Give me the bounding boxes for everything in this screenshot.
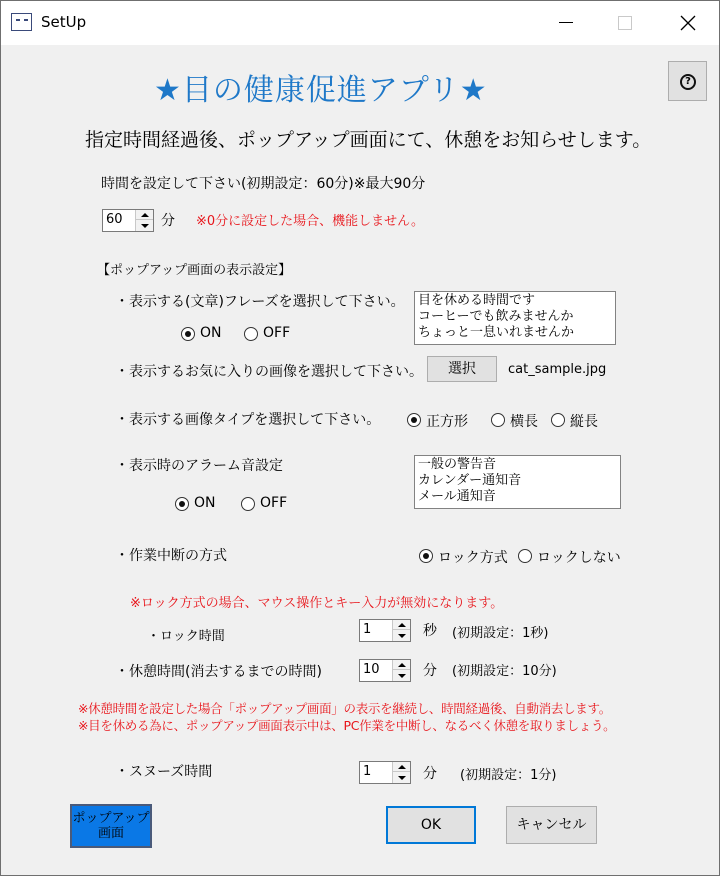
list-item[interactable]: ちょっと一息いれませんか [418, 325, 575, 340]
spin-down-arrow-icon[interactable] [393, 773, 410, 783]
list-item[interactable]: 目を休める時間です [418, 293, 536, 308]
rest-time-unit: 分 [423, 663, 437, 679]
maximize-button[interactable] [611, 9, 639, 37]
list-item[interactable]: カレンダー通知音 [418, 473, 522, 488]
rest-time-label: ・休憩時間(消去するまでの時間) [115, 664, 322, 680]
snooze-spinner[interactable] [359, 761, 411, 784]
image-type-square-label: 正方形 [426, 414, 468, 430]
list-item[interactable]: 一般の警告音 [418, 457, 497, 472]
interval-note: ※0分に設定した場合、機能しません。 [196, 214, 424, 229]
phrase-off-label: OFF [263, 325, 291, 341]
app-heading: ★目の健康促進アプリ★ [154, 73, 488, 108]
spin-down-arrow-icon[interactable] [393, 671, 410, 681]
close-button[interactable] [674, 9, 702, 37]
spin-down-arrow-icon[interactable] [136, 221, 153, 231]
image-type-label: ・表示する画像タイプを選択して下さい。 [115, 412, 381, 428]
spin-up-arrow-icon[interactable] [393, 660, 410, 670]
app-icon [11, 13, 32, 31]
popup-button-line1: ポップアップ [72, 811, 150, 826]
alarm-listbox[interactable] [414, 455, 621, 509]
list-item[interactable]: メール通知音 [418, 489, 496, 504]
rest-time-value: 10 [363, 662, 380, 677]
interval-label: 時間を設定して下さい(初期設定：60分)※最大90分 [101, 176, 426, 192]
spin-down-arrow-icon[interactable] [393, 631, 410, 641]
snooze-unit: 分 [423, 766, 437, 782]
snooze-label: ・スヌーズ時間 [115, 764, 213, 780]
phrase-listbox[interactable] [414, 291, 616, 345]
rest-note-2: ※目を休める為に、ポップアップ画面表示中は、PC作業を中断し、なるべく休憩を取りましょう。 [78, 718, 616, 733]
interrupt-label: ・作業中断の方式 [115, 548, 227, 564]
alarm-on-label: ON [194, 495, 216, 511]
select-image-button[interactable]: 選択 [427, 356, 497, 382]
rest-time-default: (初期設定：10分) [452, 664, 557, 679]
help-button[interactable] [668, 61, 707, 101]
ok-button[interactable]: OK [386, 806, 476, 844]
rest-note-1: ※休憩時間を設定した場合「ポップアップ画面」の表示を継続し、時間経過後、自動消去します。 [78, 701, 611, 716]
snooze-default: (初期設定：1分) [460, 768, 557, 783]
window-title: SetUp [41, 13, 87, 31]
popup-section-title: 【ポップアップ画面の表示設定】 [97, 263, 292, 278]
spin-up-arrow-icon[interactable] [136, 210, 153, 220]
interval-spinner[interactable] [102, 209, 154, 232]
lock-time-default: (初期設定：1秒) [452, 626, 549, 641]
image-type-landscape-label: 横長 [510, 414, 538, 430]
lock-time-label: ・ロック時間 [147, 629, 225, 644]
popup-button-line2: 画面 [97, 826, 124, 841]
popup-preview-button[interactable] [70, 804, 152, 848]
close-icon [680, 15, 696, 31]
app-subtitle: 指定時間経過後、ポップアップ画面にて、休憩をお知らせします。 [85, 129, 652, 151]
image-type-portrait-label: 縦長 [570, 414, 598, 430]
interrupt-lock-label: ロック方式 [438, 550, 508, 566]
rest-time-spinner[interactable] [359, 659, 411, 682]
spin-up-arrow-icon[interactable] [393, 762, 410, 772]
lock-time-unit: 秒 [423, 623, 437, 639]
snooze-value: 1 [363, 764, 372, 779]
interrupt-note: ※ロック方式の場合、マウス操作とキー入力が無効になります。 [130, 596, 504, 611]
interval-value: 60 [106, 212, 123, 227]
title-bar [1, 1, 719, 45]
alarm-off-label: OFF [260, 495, 288, 511]
alarm-label: ・表示時のアラーム音設定 [115, 458, 283, 474]
list-item[interactable]: コーヒーでも飲みませんか [418, 309, 574, 324]
lock-time-spinner[interactable] [359, 619, 411, 642]
phrase-label: ・表示する(文章)フレーズを選択して下さい。 [115, 294, 405, 310]
spin-up-arrow-icon[interactable] [393, 620, 410, 630]
lock-time-value: 1 [363, 622, 372, 637]
minimize-button[interactable] [553, 9, 581, 37]
phrase-on-label: ON [200, 325, 222, 341]
image-label: ・表示するお気に入りの画像を選択して下さい。 [115, 364, 423, 380]
help-icon: ? [680, 74, 696, 90]
image-filename: cat_sample.jpg [508, 362, 607, 377]
interval-unit: 分 [161, 213, 175, 229]
interrupt-nolock-label: ロックしない [537, 550, 621, 566]
cancel-button[interactable]: キャンセル [506, 806, 597, 844]
